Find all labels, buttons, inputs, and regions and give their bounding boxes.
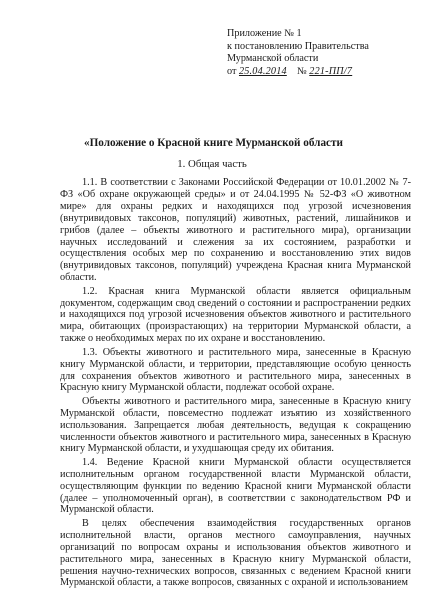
paragraph-1-3-cont: Объекты животного и растительного мира, занесенные в Красную книгу Мурманской области, повсеместно подлежат изъятию из хозяйственного использования. Запрещается любая деятельность, ведущая к сокращению численности объектов животного и растительного мира, занесенных в Красную книгу Мурманской области, и ухудшающая среду их обитания. — [60, 395, 411, 455]
section-heading: 1. Общая часть — [177, 158, 247, 170]
appendix-date-line — [227, 66, 417, 79]
date-prefix: от — [227, 65, 237, 77]
document-title: «Положение о Красной книге Мурманской области — [84, 137, 343, 149]
paragraph-1-3: 1.3. Объекты животного и растительного мира, занесенные в Красную книгу Мурманской области, и территории, представляющие особую ценность для сохранения объектов животного и растительного мира, занесенных в Красную книгу Мурманской области, подлежат особой охране. — [60, 346, 411, 394]
appendix-line-2: к постановлению Правительства — [227, 40, 369, 52]
date-value: 25.04.2014 — [238, 65, 287, 77]
paragraph-1-4: 1.4. Ведение Красной книги Мурманской области осуществляется исполнительным органом государственной власти Мурманской области, осуществляющим функции по ведению Красной книги Мурманской области (далее – уполномоченный орган), в соответствии с законодательством РФ и Мурманской области. — [60, 456, 411, 516]
number-prefix: № — [297, 65, 307, 77]
paragraph-1-1: 1.1. В соответствии с Законами Российской Федерации от 10.01.2002 № 7-ФЗ «Об охране окружающей среды» и от 24.04.1995 № 52-ФЗ «О животном мире» для охраны редких и находящихся под угрозой исчезновения (внутривидовых таксонов, популяций) животных, растений, лишайников и грибов (далее – объекты животного и растительного мира), организации научных исследований и слежения за их состоянием, разработки и осуществления особых мер по сохранению и восстановлению этих видов (внутривидовых таксонов, популяций) учреждена Красная книга Мурманской области. — [60, 177, 411, 284]
appendix-line-1: Приложение № 1 — [227, 28, 302, 39]
paragraph-1-2: 1.2. Красная книга Мурманской области является официальным документом, содержащим свод сведений о состоянии и распространении редких и находящихся под угрозой исчезновения объектов животного и растительного мира, обитающих (произрастающих) на территории Мурманской области, а также о необходимых мерах по их охране и восстановлению. — [60, 285, 411, 345]
number-value: 221-ПП/7 — [309, 65, 353, 77]
appendix-header — [227, 28, 417, 78]
paragraph-1-4-cont: В целях обеспечения взаимодействия государственных органов исполнительной власти, органов местного самоуправления, научных организаций по вопросам охраны и использования объектов животного и растительного мира, занесенных в Красную книгу Мурманской области, решения научно-технических вопросов, связанных с ведением Красной книги Мурманской области, а также вопросов, связанных с охраной и использованием — [60, 517, 411, 589]
body-text — [60, 177, 411, 591]
appendix-line-3: Мурманской области — [227, 53, 319, 65]
